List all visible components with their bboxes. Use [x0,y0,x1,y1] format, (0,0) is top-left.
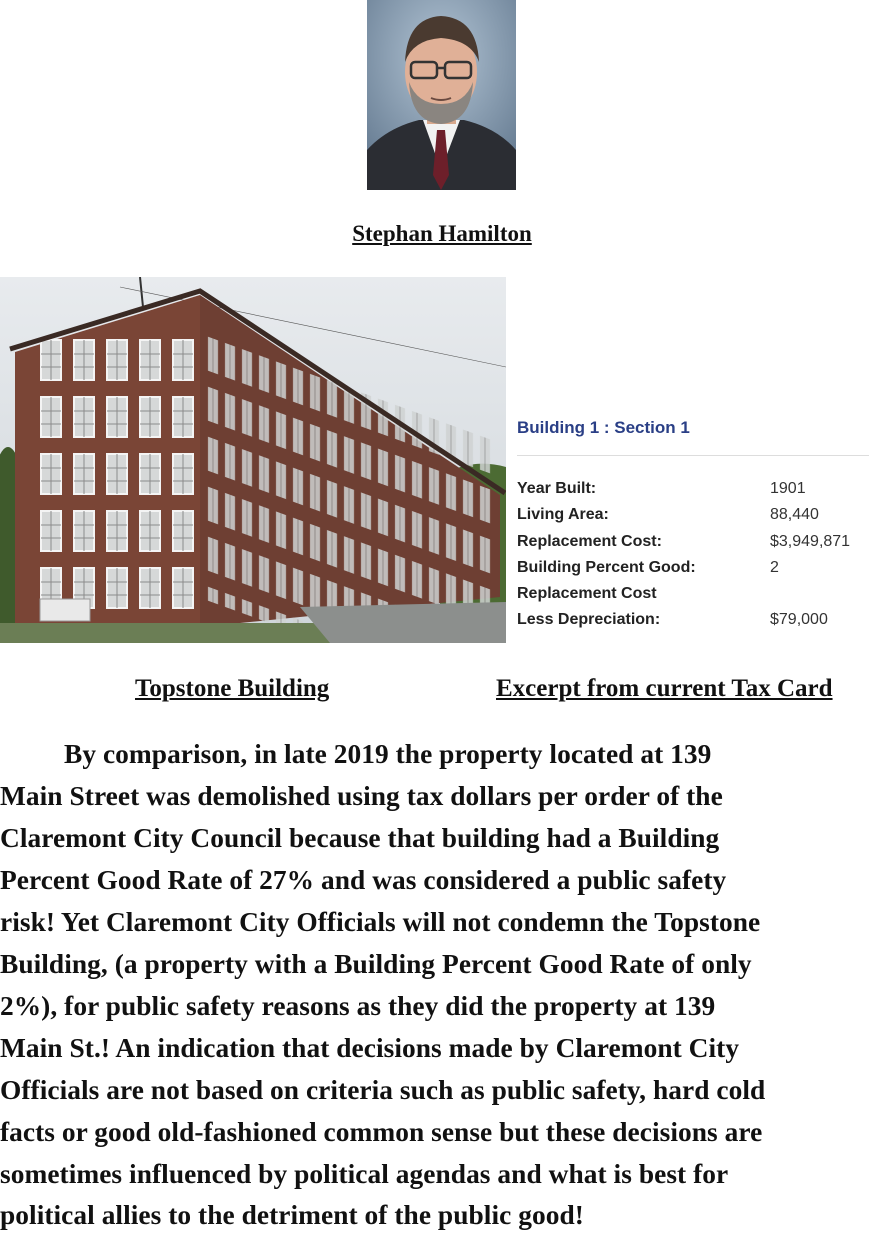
body-line: Officials are not based on criteria such as public safety, hard cold [0,1074,766,1105]
building-illustration [0,277,506,643]
tax-value: 1901 [770,480,806,497]
body-line: Building, (a property with a Building Percent Good Rate of only [0,948,752,979]
portrait-caption: Stephan Hamilton [352,221,532,246]
tax-label: Replacement Cost [517,585,657,603]
portrait-illustration [367,0,516,190]
body-line: Main Street was demolished using tax dollars per order of the [0,780,723,811]
tax-label: Living Area: [517,506,609,524]
tax-label: Less Depreciation: [517,611,661,629]
tax-value: $79,000 [770,611,828,629]
taxcard-caption: Excerpt from current Tax Card [496,675,833,702]
tax-row-year-built [517,480,869,506]
body-line: Percent Good Rate of 27% and was considered a public safety [0,864,727,895]
tax-label: Building Percent Good: [517,558,696,576]
tax-row-percent-good [517,559,869,585]
tax-label: Replacement Cost: [517,532,662,550]
body-line: risk! Yet Claremont City Officials will not condemn the Topstone [0,906,761,937]
tax-label: Year Built: [517,480,597,497]
building-photo [0,277,506,643]
tax-card-excerpt [517,418,869,638]
tax-value: $3,949,871 [770,532,851,550]
building-caption: Topstone Building [135,675,330,702]
tax-value: 88,440 [770,506,819,524]
tax-card-title: Building 1 : Section 1 [517,418,690,437]
body-line: Main St.! An indication that decisions made by Claremont City [0,1032,740,1063]
body-line: Claremont City Council because that building had a Building [0,822,720,853]
tax-card-divider [517,455,869,456]
tax-row-replacement-cost-less [517,585,869,611]
tax-value: 2 [770,558,779,576]
tax-row-living-area [517,506,869,532]
body-line: political allies to the detriment of the public good! [0,1200,584,1231]
body-line: sometimes influenced by political agendas and what is best for [0,1158,729,1189]
body-line: facts or good old-fashioned common sense but these decisions are [0,1116,763,1147]
tax-row-less-depreciation [517,611,869,637]
body-line: 2%), for public safety reasons as they did the property at 139 [0,990,716,1021]
portrait-photo [367,0,516,190]
body-paragraph [0,734,880,1237]
tax-row-replacement-cost [517,533,869,559]
body-line: By comparison, in late 2019 the property located at 139 [64,739,712,769]
